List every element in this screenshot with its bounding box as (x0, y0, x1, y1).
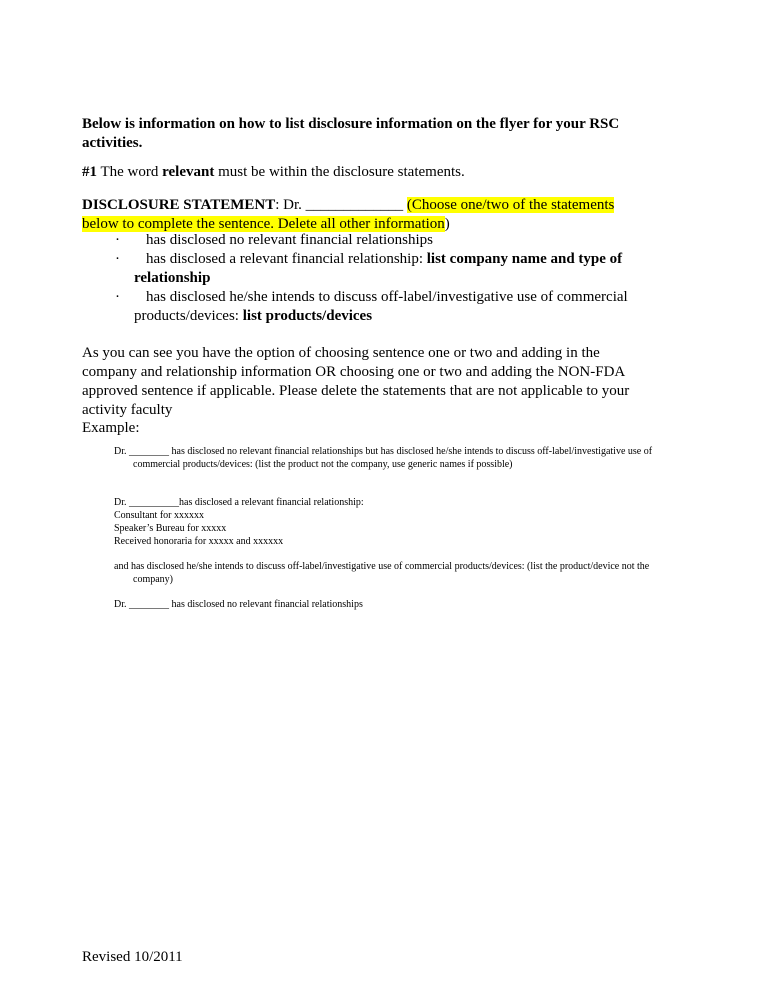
disclosure-statement (82, 196, 642, 234)
rule-text-post: must be within the disclosure statements. (214, 164, 465, 180)
rule-number: #1 (82, 164, 97, 180)
example-one: Dr. ________ has disclosed no relevant financial relationships but has disclosed he/she intends to discuss off-label/investigative use of commercial products/devices: (list the product not the company, use generic names if possible) (114, 446, 653, 470)
example-two-line: Speaker’s Bureau for xxxxx (114, 523, 227, 534)
example-label: Example: (82, 420, 140, 436)
list-item (82, 231, 642, 250)
list-item-bold: list company name and type of relationship (134, 251, 623, 286)
revision-footer: Revised 10/2011 (82, 949, 183, 965)
disclosure-instruction-highlight: (Choose one/two of the statements below to complete the sentence. Delete all other information (82, 197, 615, 232)
example-four: Dr. ________ has disclosed no relevant financial relationships (114, 599, 363, 610)
disclosure-close-paren: ) (444, 216, 450, 232)
rule-keyword: relevant (162, 164, 215, 180)
list-item (82, 288, 642, 326)
rule-one (82, 163, 465, 182)
disclosure-doctor-blank: : Dr. _____________ (275, 197, 407, 213)
explanation-paragraph: As you can see you have the option of choosing sentence one or two and adding in the company and relationship information OR choosing one or two and adding the NON-FDA approved sentence if applicable. Please delete the statements that are not applicable to your activity faculty (82, 345, 630, 418)
disclosure-label: DISCLOSURE STATEMENT (82, 197, 276, 213)
bullet-icon: · (115, 251, 120, 267)
list-item-text: has disclosed he/she intends to discuss off-label/investigative use of commercial products/devices: (134, 289, 628, 324)
example-two-line: Dr. __________has disclosed a relevant financial relationship: (114, 497, 364, 508)
rule-text-pre: The word (97, 164, 163, 180)
example-three: and has disclosed he/she intends to discuss off-label/investigative use of commercial products/devices: (list the product/device not the company) (114, 561, 650, 585)
list-item-text: has disclosed no relevant financial relationships (146, 232, 433, 248)
example-two-line: Consultant for xxxxxx (114, 510, 204, 521)
bullet-icon: · (115, 232, 120, 248)
list-item (82, 250, 642, 288)
list-item-text: has disclosed a relevant financial relationship: (146, 251, 427, 267)
disclosure-options-list (82, 231, 642, 326)
example-two (114, 496, 644, 548)
list-item-bold: list products/devices (242, 308, 373, 324)
page-heading: Below is information on how to list disclosure information on the flyer for your RSC activities. (82, 116, 620, 151)
bullet-icon: · (115, 289, 120, 305)
example-two-line: Received honoraria for xxxxx and xxxxxx (114, 536, 284, 547)
